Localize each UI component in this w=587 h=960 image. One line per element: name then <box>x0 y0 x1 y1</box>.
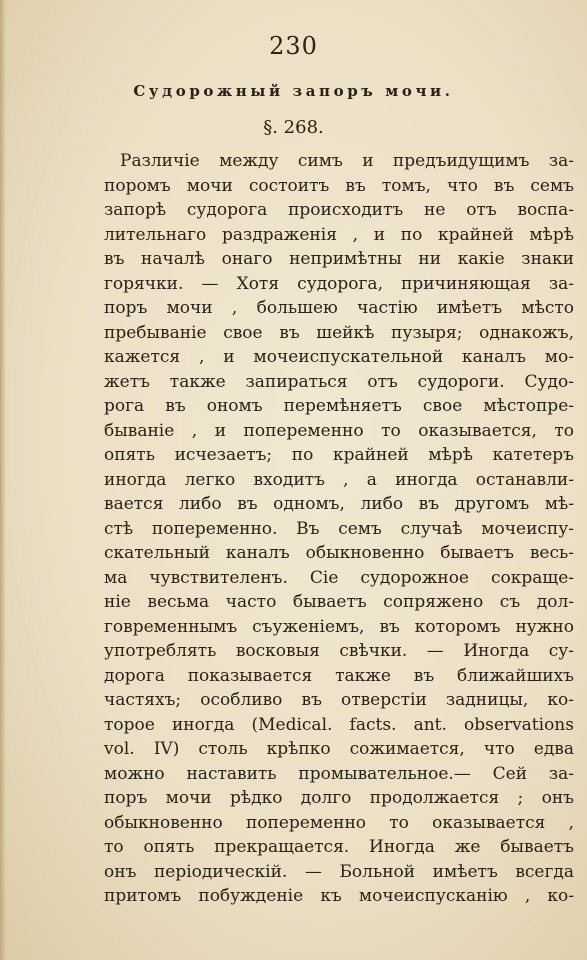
text-line: иногда легко входитъ , а иногда останавли- <box>104 469 574 490</box>
text-line: можно наставить промывательное.— Сей за- <box>104 763 574 784</box>
text-line: кажется , и мочеиспускательной каналъ мо- <box>104 347 574 367</box>
text-line: запорѣ судорога происходитъ не отъ воспа- <box>104 200 574 220</box>
text-line: ніе весьма часто бываетъ сопряжено съ дол- <box>104 592 574 612</box>
text-line: употреблять восковыя свѣчки. — Иногда су- <box>104 641 574 661</box>
text-line: лительнаго раздраженія , и по крайней мѣрѣ <box>104 224 574 245</box>
text-line: въ началѣ онаго непримѣтны ни какіе знаки <box>104 249 574 269</box>
section-number: §. 268. <box>263 117 324 138</box>
text-line: обыкновенно попеременно то оказывается , <box>104 812 574 833</box>
text-line: vol. IV) столь крѣпко сожимается, что едва <box>104 739 574 759</box>
text-line: поръ мочи , большею частію имѣетъ мѣсто <box>104 298 574 318</box>
text-line: дорога показывается также въ ближайшихъ <box>104 665 574 686</box>
text-line: то опять прекращается. Иногда же бываетъ <box>104 837 574 857</box>
page-edge-shadow <box>0 0 6 960</box>
text-line: притомъ побужденіе къ мочеиспусканію , ко- <box>104 886 574 906</box>
text-line: Различіе между симъ и предъидущимъ за- <box>120 151 574 171</box>
text-line: торое иногда (Medical. facts. ant. observations <box>104 714 574 735</box>
text-line: говременнымъ съуженіемъ, въ которомъ нужно <box>104 616 574 637</box>
text-line: поромъ мочи состоитъ въ томъ, что въ семъ <box>104 175 574 196</box>
text-line: поръ мочи рѣдко долго продолжается ; онъ <box>104 788 574 808</box>
text-line: ма чувствителенъ. Сіе судорожное сокраще- <box>104 567 574 588</box>
text-line: жетъ также запираться отъ судороги. Судо- <box>104 371 574 392</box>
text-line: частяхъ; особливо въ отверстіи задницы, ко- <box>104 690 574 710</box>
page-number: 230 <box>269 32 318 60</box>
text-line: стѣ попеременно. Въ семъ случаѣ мочеиспу- <box>104 518 574 539</box>
text-line: вается либо въ одномъ, либо въ другомъ мѣ- <box>104 494 574 514</box>
text-line: онъ періодическій. — Больной имѣетъ всегда <box>104 861 574 882</box>
text-line: опять исчезаетъ; по крайней мѣрѣ катетеръ <box>104 445 574 465</box>
text-line: горячки. — Хотя судорога, причиняющая за- <box>104 273 574 294</box>
text-line: бываніе , и попеременно то оказывается, то <box>104 420 574 441</box>
text-line: скательный каналъ обыкновенно бываетъ весь- <box>104 543 574 563</box>
body-paragraph <box>104 149 574 909</box>
text-line: рога въ ономъ перемѣняетъ свое мѣстопре- <box>104 396 574 416</box>
chapter-heading: Судорожный запоръ мочи. <box>133 82 454 100</box>
text-line: пребываніе свое въ шейкѣ пузыря; однакожъ, <box>104 322 574 343</box>
